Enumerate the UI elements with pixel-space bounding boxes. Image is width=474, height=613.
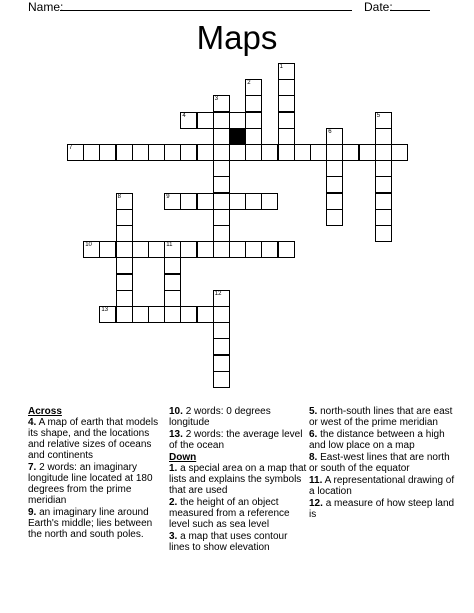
crossword-cell[interactable] bbox=[164, 257, 181, 274]
crossword-cell[interactable] bbox=[342, 144, 359, 161]
crossword-cell[interactable] bbox=[213, 144, 230, 161]
crossword-cell[interactable] bbox=[116, 274, 133, 291]
crossword-cell[interactable] bbox=[164, 193, 181, 210]
across-clue-9: 9. an imaginary line around Earth's middle; lies between the north and south poles. bbox=[28, 507, 153, 540]
crossword-cell[interactable] bbox=[213, 160, 230, 177]
crossword-cell[interactable] bbox=[245, 79, 262, 96]
crossword-cell[interactable] bbox=[83, 241, 100, 258]
crossword-cell[interactable] bbox=[391, 144, 408, 161]
clue-number: 11 bbox=[166, 242, 173, 249]
clue-number: 2 bbox=[247, 80, 251, 87]
crossword-cell[interactable] bbox=[245, 95, 262, 112]
crossword-cell[interactable] bbox=[213, 355, 230, 372]
crossword-cell[interactable] bbox=[116, 290, 133, 307]
crossword-cell[interactable] bbox=[375, 128, 392, 145]
clue-number: 13 bbox=[101, 307, 109, 313]
clue-number: 6 bbox=[328, 128, 332, 135]
crossword-cell[interactable] bbox=[310, 144, 327, 161]
crossword-cell[interactable] bbox=[294, 144, 311, 161]
crossword-cell[interactable] bbox=[213, 322, 230, 339]
down-clue-8: 8. East-west lines that are north or south of the equator bbox=[309, 452, 450, 474]
across-clue-13: 13. 2 words: the average level of the ocean bbox=[169, 429, 303, 451]
crossword-cell[interactable] bbox=[229, 112, 246, 129]
crossword-cell[interactable] bbox=[197, 112, 214, 129]
crossword-cell[interactable] bbox=[278, 128, 295, 145]
crossword-cell[interactable] bbox=[375, 193, 392, 210]
crossword-cell[interactable] bbox=[180, 112, 197, 129]
crossword-cell[interactable] bbox=[245, 241, 262, 258]
down-heading: Down bbox=[169, 452, 197, 463]
crossword-cell[interactable] bbox=[116, 209, 133, 226]
crossword-cell[interactable] bbox=[197, 144, 214, 161]
clue-column-1 bbox=[28, 406, 166, 541]
clue-number: 1 bbox=[279, 64, 283, 70]
crossword-cell[interactable] bbox=[213, 112, 230, 129]
crossword-cell[interactable] bbox=[213, 371, 230, 388]
crossword-cell[interactable] bbox=[278, 112, 295, 129]
crossword-cell[interactable] bbox=[326, 128, 343, 145]
page-title: Maps bbox=[196, 19, 278, 56]
date-label: Date: bbox=[364, 0, 393, 14]
clue-number: 4 bbox=[182, 112, 186, 119]
crossword-cell[interactable] bbox=[180, 144, 197, 161]
crossword-cell[interactable] bbox=[197, 306, 214, 323]
crossword-cell[interactable] bbox=[99, 241, 116, 258]
crossword-cell[interactable] bbox=[213, 338, 230, 355]
crossword-cell[interactable] bbox=[326, 160, 343, 177]
crossword-cell[interactable] bbox=[326, 193, 343, 210]
crossword-cell[interactable] bbox=[180, 306, 197, 323]
crossword-cell[interactable] bbox=[197, 193, 214, 210]
clue-number: 7 bbox=[69, 145, 73, 151]
clue-number: 3 bbox=[214, 96, 219, 103]
crossword-cell[interactable] bbox=[375, 209, 392, 226]
crossword-cell[interactable] bbox=[278, 95, 295, 112]
crossword-cell[interactable] bbox=[132, 241, 149, 258]
crossword-cell[interactable] bbox=[116, 306, 133, 323]
crossword-black-cell bbox=[229, 128, 246, 145]
crossword-cell[interactable] bbox=[375, 225, 392, 242]
clue-number: 8 bbox=[117, 193, 121, 200]
crossword-cell[interactable] bbox=[326, 144, 343, 161]
crossword-cell[interactable] bbox=[132, 144, 149, 161]
clue-number: 12 bbox=[214, 290, 222, 297]
crossword-cell[interactable] bbox=[164, 306, 181, 323]
across-clue-10: 10. 2 words: 0 degrees longitude bbox=[169, 406, 271, 428]
crossword-cell[interactable] bbox=[132, 306, 149, 323]
crossword-cell[interactable] bbox=[164, 241, 181, 258]
crossword-cell[interactable] bbox=[180, 241, 197, 258]
crossword-cell[interactable] bbox=[116, 144, 133, 161]
crossword-cell[interactable] bbox=[245, 193, 262, 210]
crossword-cell[interactable] bbox=[278, 144, 295, 161]
crossword-cell[interactable] bbox=[213, 193, 230, 210]
crossword-cell[interactable] bbox=[164, 290, 181, 307]
down-clue-6: 6. the distance between a high and low place on a map bbox=[309, 429, 445, 451]
clue-number: 9 bbox=[166, 193, 170, 200]
crossword-cell[interactable] bbox=[164, 274, 181, 291]
crossword-cell[interactable] bbox=[229, 144, 246, 161]
down-clue-5: 5. north-south lines that are east or west of the prime meridian bbox=[309, 406, 453, 428]
crossword-cell[interactable] bbox=[359, 144, 376, 161]
crossword-cell[interactable] bbox=[213, 290, 230, 307]
across-heading: Across bbox=[28, 406, 62, 417]
crossword-cell[interactable] bbox=[148, 241, 165, 258]
crossword-cell[interactable] bbox=[213, 95, 230, 112]
crossword-cell[interactable] bbox=[375, 144, 392, 161]
crossword-cell[interactable] bbox=[116, 241, 133, 258]
crossword-cell[interactable] bbox=[375, 160, 392, 177]
crossword-cell[interactable] bbox=[278, 241, 295, 258]
down-clue-11: 11. A representational drawing of a location bbox=[309, 475, 455, 497]
name-label: Name: bbox=[28, 0, 64, 14]
crossword-cell[interactable] bbox=[83, 144, 100, 161]
down-clue-3: 3. a map that uses contour lines to show elevation bbox=[169, 531, 288, 553]
crossword-cell[interactable] bbox=[99, 144, 116, 161]
crossword-cell[interactable] bbox=[148, 144, 165, 161]
crossword-cell[interactable] bbox=[180, 193, 197, 210]
clue-column-3 bbox=[309, 406, 459, 521]
crossword-cell[interactable] bbox=[116, 257, 133, 274]
crossword-cell[interactable] bbox=[326, 209, 343, 226]
down-clue-1: 1. a special area on a map that lists and explains the symbols that are used bbox=[169, 463, 307, 496]
crossword-cell[interactable] bbox=[278, 63, 295, 80]
crossword-cell[interactable] bbox=[261, 241, 278, 258]
crossword-cell[interactable] bbox=[245, 144, 262, 161]
crossword-cell[interactable] bbox=[229, 241, 246, 258]
crossword-cell[interactable] bbox=[261, 144, 278, 161]
across-clue-4: 4. A map of earth that models its shape, and the locations and relative sizes of oceans and continents bbox=[28, 417, 159, 461]
crossword-cell[interactable] bbox=[326, 176, 343, 193]
crossword-cell[interactable] bbox=[213, 306, 230, 323]
crossword-cell[interactable] bbox=[213, 241, 230, 258]
crossword-cell[interactable] bbox=[213, 176, 230, 193]
crossword-cell[interactable] bbox=[116, 193, 133, 210]
crossword-cell[interactable] bbox=[148, 306, 165, 323]
crossword-cell[interactable] bbox=[245, 112, 262, 129]
clue-number: 10 bbox=[85, 242, 92, 249]
crossword-cell[interactable] bbox=[213, 209, 230, 226]
crossword-cell[interactable] bbox=[67, 144, 84, 161]
crossword-cell[interactable] bbox=[99, 306, 116, 323]
crossword-cell[interactable] bbox=[213, 128, 230, 145]
across-clue-7: 7. 2 words: an imaginary longitude line located at 180 degrees from the prime meridian bbox=[28, 462, 153, 506]
crossword-cell[interactable] bbox=[164, 144, 181, 161]
down-clue-12: 12. a measure of how steep land is bbox=[309, 498, 455, 520]
down-clue-2: 2. the height of an object measured from a reference level such as sea level bbox=[169, 497, 290, 530]
crossword-cell[interactable] bbox=[278, 79, 295, 96]
crossword-cell[interactable] bbox=[245, 128, 262, 145]
crossword-cell[interactable] bbox=[197, 241, 214, 258]
crossword-cell[interactable] bbox=[375, 112, 392, 129]
crossword-cell[interactable] bbox=[375, 176, 392, 193]
crossword-cell[interactable] bbox=[261, 193, 278, 210]
clue-number: 5 bbox=[376, 112, 381, 119]
clue-column-2 bbox=[169, 406, 307, 554]
crossword-cell[interactable] bbox=[229, 193, 246, 210]
crossword-cell[interactable] bbox=[116, 225, 133, 242]
crossword-cell[interactable] bbox=[213, 225, 230, 242]
